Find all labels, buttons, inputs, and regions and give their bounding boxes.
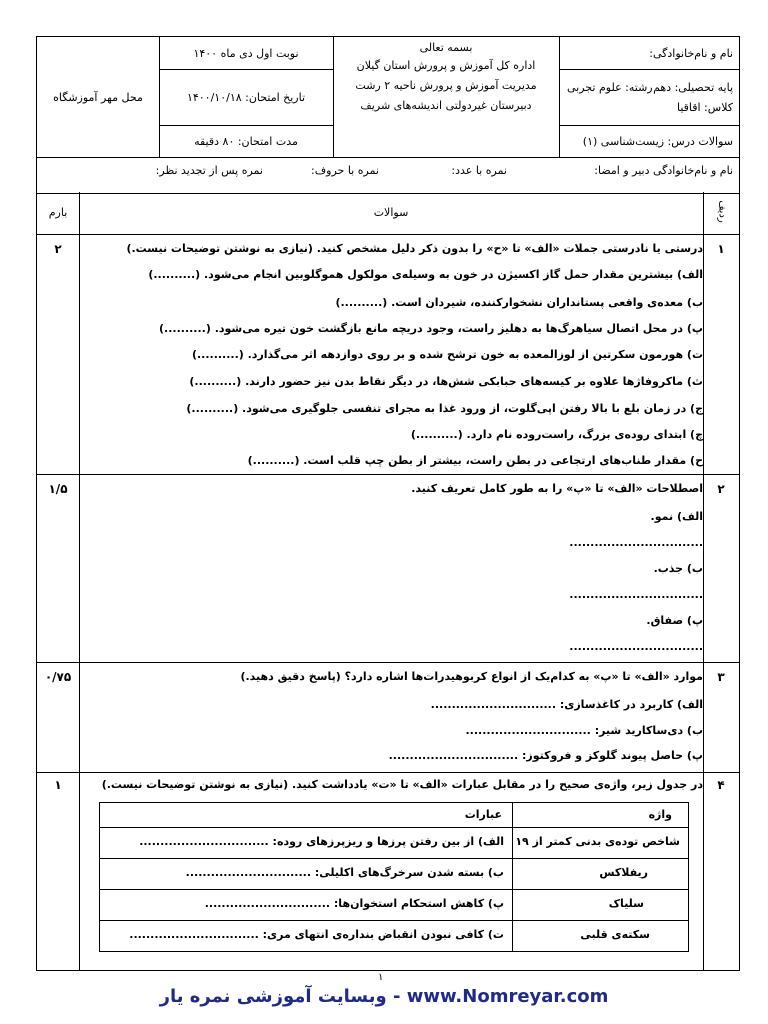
exam-session: نوبت اول دی ماه ۱۴۰۰ (193, 47, 299, 60)
question-number: ۱ (717, 242, 725, 256)
score-words-label: نمره با حروف: (311, 164, 379, 177)
question-score: ۲ (54, 242, 62, 256)
question-number: ۴ (717, 778, 725, 792)
grading-row (37, 157, 739, 194)
answer-blank: ................................ (569, 640, 703, 653)
answer-blank: ................................ (569, 536, 703, 549)
org-line-3: دبیرستان غیردولتی اندیشه‌های شریف (360, 99, 532, 112)
question-1-item-b: ب) معده‌ی واقعی پستانداران نشخوارکننده، شیردان است. (..........) (335, 296, 703, 309)
question-3-item-b: ب) دی‌ساکارید شیر: .............................. (465, 724, 703, 737)
phrase-column-header: عبارات (464, 808, 502, 821)
field-label: رشته: علوم تجربی (567, 81, 653, 94)
questions-table (36, 192, 740, 971)
school-seal-label: محل مهر آموزشگاه (53, 91, 143, 104)
matching-word: ریفلاکس (599, 866, 648, 879)
org-line-2: مدیریت آموزش و پرورش ناحیه ۲ رشت (355, 79, 537, 92)
question-number: ۲ (717, 482, 725, 496)
subject-label: سوالات درس: زیست‌شناسی (۱) (582, 135, 733, 148)
question-4-title: در جدول زیر، واژه‌ی صحیح را در مقابل عبارات «الف» تا «ت» یادداشت کنید. (نیازی به نوشتن توضیحات نیست.) (101, 778, 703, 791)
student-name-label: نام و نام‌خانوادگی: (649, 47, 733, 60)
question-2-item-b: ب) جذب. (653, 562, 703, 575)
row-column-header: ردیف (716, 200, 728, 223)
school-info-cell (333, 37, 560, 157)
class-label: کلاس: اقاقیا (676, 101, 733, 114)
question-number: ۳ (717, 670, 725, 684)
question-score: ۱/۵ (48, 482, 68, 496)
question-1-item-h: ح) مقدار طناب‌های ارتجاعی در بطن راست، بیشتر از بطن چپ قلب است. (..........) (247, 454, 703, 467)
matching-word: شاخص توده‌ی بدنی کمتر از ۱۹ (515, 835, 680, 848)
question-3-title: موارد «الف» تا «پ» به کدام‌یک از انواع کربوهیدرات‌ها اشاره دارد؟ (پاسخ دقیق دهید.) (240, 670, 703, 683)
grade-label: پایه تحصیلی: دهم (653, 81, 733, 94)
question-2-item-a: الف) نمو. (650, 510, 703, 523)
score-column-header: بارم (48, 206, 68, 219)
exam-date: تاریخ امتحان: ۱۴۰۰/۱۰/۱۸ (186, 91, 306, 104)
basmala: بسمه تعالی (419, 41, 473, 54)
exam-info-cell (159, 37, 334, 157)
org-line-1: اداره کل آموزش و پرورش استان گیلان (356, 59, 536, 72)
answer-blank: ................................ (569, 588, 703, 601)
question-3-item-p: پ) حاصل پیوند گلوکز و فروکتوز: ............................... (388, 749, 703, 762)
question-2-title: اصطلاحات «الف» تا «پ» را به طور کامل تعریف کنید. (411, 482, 703, 495)
score-review-label: نمره پس از تجدید نظر: (155, 164, 263, 177)
question-1-item-j: ج) در زمان بلع با بالا رفتن اپی‌گلوت، از ورود غذا به مجرای تنفسی جلوگیری می‌شود. (..........) (186, 402, 703, 415)
teacher-sign-label: نام و نام‌خانوادگی دبیر و امضا: (594, 164, 733, 177)
questions-column-header: سوالات (373, 206, 409, 219)
question-1-item-ch: چ) ابتدای روده‌ی بزرگ، راست‌روده نام دارد. (..........) (410, 428, 703, 441)
matching-phrase: الف) از بین رفتن پرزها و ریزپرزهای روده: ............................... (139, 835, 504, 848)
matching-phrase: ت) کافی نبودن انقباض بنداره‌ی انتهای مری: ............................... (129, 928, 504, 941)
question-score: ۰/۷۵ (44, 670, 72, 684)
matching-word: سلیاک (608, 897, 644, 910)
website-footer: وبسایت آموزشی نمره یار - www.Nomreyar.com (159, 986, 609, 1007)
exam-header (36, 36, 740, 194)
question-1-item-a: الف) بیشترین مقدار حمل گاز اکسیژن در خون به وسیله‌ی مولکول هموگلوبین انجام می‌شود. (..........) (148, 268, 703, 281)
student-info-cell (559, 37, 739, 157)
word-column-header: واژه (648, 808, 672, 821)
question-score: ۱ (54, 778, 62, 792)
question-1-item-p: پ) در محل اتصال سیاهرگ‌ها به دهلیز راست، وجود دریچه مانع بازگشت خون تیره می‌شود. (..........) (159, 322, 703, 335)
score-number-label: نمره با عدد: (451, 164, 507, 177)
seal-cell (37, 37, 160, 157)
matching-word: سکته‌ی قلبی (580, 928, 650, 941)
exam-duration: مدت امتحان: ۸۰ دقیقه (194, 135, 298, 148)
matching-phrase: ب) بسته شدن سرخرگ‌های اکلیلی: .............................. (185, 866, 504, 879)
question-1-item-s: ث) ماکروفاژها علاوه بر کیسه‌های حبابکی شش‌ها، در دیگر نقاط بدن نیز حضور دارند. (..........) (189, 375, 703, 388)
question-3-item-a: الف) کاربرد در کاغذسازی: .............................. (430, 698, 703, 711)
question-1-item-t: ت) هورمون سکرتین از لوزالمعده به خون ترشح شده و بر روی دوازدهه اثر می‌گذارد. (..........) (191, 348, 703, 361)
page-number: ۱ (378, 972, 384, 983)
matching-table (99, 802, 689, 952)
question-1-title: درستی یا نادرستی جملات «الف» تا «ح» را بدون ذکر دلیل مشخص کنید. (نیازی به نوشتن توضیحات نیست.) (126, 242, 703, 255)
matching-phrase: پ) کاهش استحکام استخوان‌ها: .............................. (204, 897, 504, 910)
question-2-item-p: پ) صفاق. (646, 614, 703, 627)
